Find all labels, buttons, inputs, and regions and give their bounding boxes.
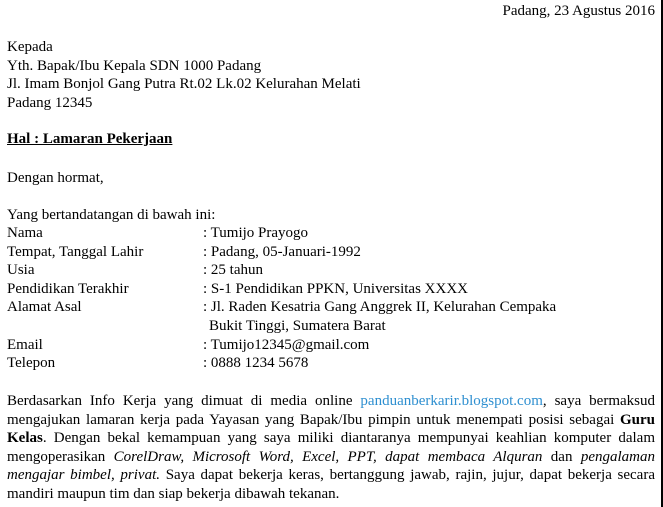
recipient-block: [7, 38, 361, 112]
identity-value: : Padang, 05-Januari-1992: [203, 243, 361, 260]
identity-value: : S-1 Pendidikan PPKN, Universitas XXXX: [203, 280, 468, 297]
identity-label: Pendidikan Terakhir: [7, 280, 129, 297]
body-paragraph: [7, 392, 655, 504]
identity-label: Alamat Asal: [7, 299, 82, 316]
position-text: Guru Kelas: [7, 411, 655, 447]
recipient-address: Jl. Imam Bonjol Gang Putra Rt.02 Lk.02 Kelurahan Melati: [7, 76, 361, 93]
body-text: Berdasarkan Info Kerja yang dimuat di media online: [7, 393, 361, 409]
identity-row-education: [7, 280, 556, 299]
intro-line: Yang bertandatangan di bawah ini:: [7, 207, 216, 223]
greeting: Dengan hormat,: [7, 170, 104, 186]
identity-label: Tempat, Tanggal Lahir: [7, 243, 144, 260]
identity-label: Email: [7, 336, 43, 353]
body-text: . Dengan bekal kemampuan yang saya miliki diantaranya mempunyai keahlian komputer dalam mengoperasikan: [7, 430, 655, 465]
identity-row-birth: [7, 243, 556, 262]
identity-value: : Tumijo12345@gmail.com: [203, 336, 370, 353]
identity-label: Usia: [7, 262, 35, 279]
identity-value: : Tumijo Prayogo: [203, 225, 309, 241]
address-line-1: : Jl. Raden Kesatria Gang Anggrek II, Kelurahan Cempaka: [203, 299, 557, 316]
identity-row-email: [7, 336, 556, 355]
identity-value: : 25 tahun: [203, 262, 263, 279]
identity-row-name: [7, 224, 556, 243]
body-text: , saya bermaksud mengajukan lamaran kerja pada Yayasan yang Bapak/Ibu pimpin untuk menempati posisi sebagai: [7, 393, 655, 428]
identity-row-age: [7, 261, 556, 280]
identity-table: [7, 224, 556, 373]
identity-value: [203, 298, 556, 335]
experience-text: pengalaman mengajar bimbel, privat.: [7, 448, 655, 484]
recipient-name: Yth. Bapak/Ibu Kepala SDN 1000 Padang: [7, 57, 262, 74]
identity-value: : 0888 1234 5678: [203, 355, 309, 372]
place-date: Padang, 23 Agustus 2016: [502, 3, 655, 19]
source-link[interactable]: panduanberkarir.blogspot.com: [360, 393, 543, 409]
recipient-kepada: Kepada: [7, 39, 53, 55]
subject-line: Hal : Lamaran Pekerjaan: [7, 131, 173, 147]
software-text: CorelDraw, Microsoft Word, Excel, PPT, dapat membaca Alquran: [113, 448, 543, 465]
body-text: dan: [542, 448, 581, 465]
recipient-city: Padang 12345: [7, 94, 93, 111]
identity-row-phone: [7, 354, 556, 373]
identity-label: Nama: [7, 225, 43, 241]
identity-label: Telepon: [7, 355, 56, 372]
identity-row-address: [7, 298, 556, 335]
body-text: Saya dapat bekerja keras, bertanggung jawab, rajin, jujur, dapat bekerja secara mandiri maupun tim dan siap bekerja dibawah tekanan.: [7, 467, 655, 502]
address-line-2: Bukit Tinggi, Sumatera Barat: [209, 317, 386, 334]
